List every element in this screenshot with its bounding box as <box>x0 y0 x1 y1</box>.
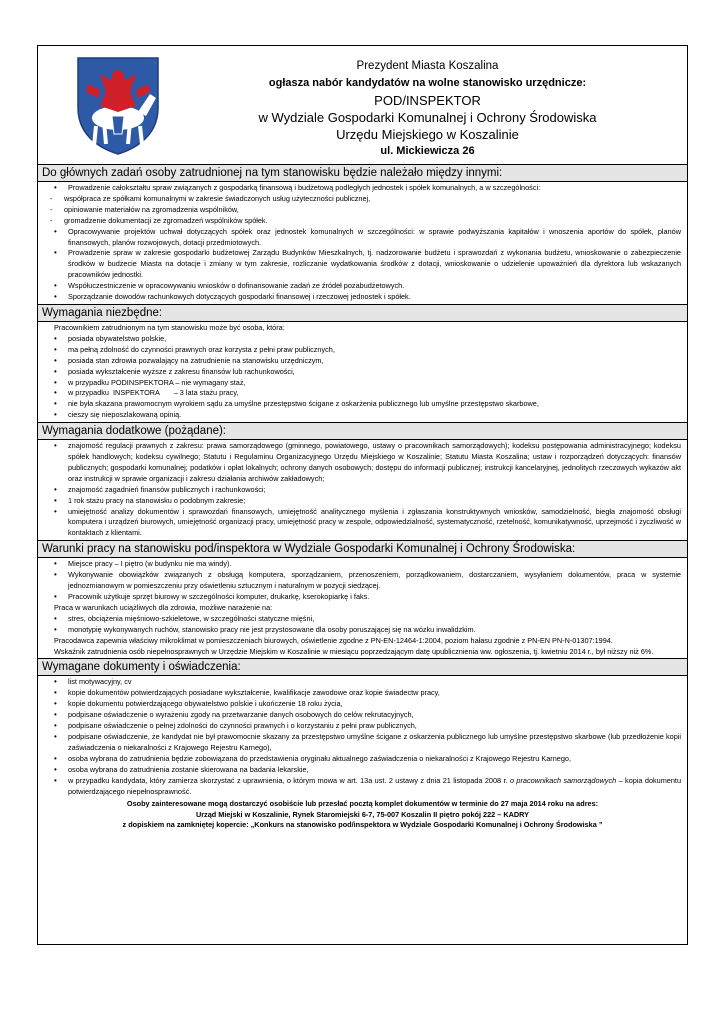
list-item: • podpisane oświadczenie o wyrażeniu zgody na przetwarzanie danych osobowych do celów rekrutacyjnych, <box>68 710 681 721</box>
conditions-paragraph: Praca w warunkach uciążliwych dla zdrowia, możliwe narażenie na: <box>54 602 273 612</box>
list-item: • Wykonywanie obowiązków związanych z obsługą komputera, sporządzaniem, przenoszeniem, porządkowaniem, dostarczaniem, wysyłaniem dokumentów, praca w systemie jednozmianowym w pomieszczeniu przy oświetleniu sztucznym i naturalnym w pozycji siedzącej. <box>68 570 681 592</box>
closing-deadline: Osoby zainteresowane mogą dostarczyć osobiście lub przesłać pocztą komplet dokumentów w terminie do 27 maja 2014 roku na adres: <box>126 799 599 809</box>
list-item: • ma pełną zdolność do czynności prawnych oraz korzysta z pełni praw publicznych, <box>68 345 681 356</box>
list-item: - współpraca ze spółkami komunalnymi w zakresie świadczonych usług użyteczności publicznej, <box>64 194 681 205</box>
announcement-header <box>38 46 687 165</box>
conditions-paragraph: Pracodawca zapewnia właściwy mikroklimat w pomieszczeniach biurowych, oświetlenie zgodne z PN-EN-12464-1:2004, poziom hałasu zgodnie z PN-EN PN-N-01307:1994. <box>54 635 613 645</box>
list-item: • kopie dokumentów potwierdzających posiadane wykształcenie, kwalifikacje zawodowe oraz kopie świadectw pracy, <box>68 688 681 699</box>
list-item: • cieszy się nieposzlakowaną opinią. <box>68 410 681 421</box>
section-documents <box>38 676 687 832</box>
list-item: • osoba wybrana do zatrudnienia będzie zobowiązana do przedstawienia oryginału aktualnego zaświadczenia o niekaralności z Krajowego Rejestru Karnego, <box>68 754 681 765</box>
section-title-additional: Wymagania dodatkowe (pożądane): <box>38 422 687 440</box>
list-item: • podpisane oświadczenie, że kandydat nie był prawomocnie skazany za przestępstwo umyślne ścigane z oskarżenia publicznego lub umyślne przestępstwo skarbowe (lub przedłożenie kopii zaświadczenia o niekaralności z Krajowego Rejestru Karnego), <box>68 732 681 754</box>
list-item: • w przypadku PODINSPEKTORA – nie wymagany staż, <box>68 378 681 389</box>
list-item: • kopie dokumentu potwierdzającego obywatelstwo polskie i ukończenie 18 roku życia, <box>68 699 681 710</box>
list-item: • umiejętność analizy dokumentów i sprawozdań finansowych, umiejętność analitycznego myślenia i zgłaszania konstruktywnych wniosków, samodzielność, biegła znajomość obsługi komputera i urządzeń biurowych, umiejętność organizacji pracy, umiejętność pracy w zespole, odpowiedzialność, systematyczność, rzetelność, komunikatywność, uprzejmość i życzliwość w kontaktach z klientami. <box>68 507 681 540</box>
announcement-frame <box>37 45 688 945</box>
header-position: POD/INSPEKTOR <box>374 93 481 108</box>
section-conditions <box>38 558 687 659</box>
list-item: • Opracowywanie projektów uchwał dotyczących spółek oraz jednostek komunalnych w szczególności: w sprawie podwyższania kapitałów i wnoszenia aportów do spółek, planów finansowych, planów rozwojowych, dotacji przedmiotowych. <box>68 227 681 249</box>
list-item: • posiada stan zdrowia pozwalający na zatrudnienie na stanowisku urzędniczym, <box>68 356 681 367</box>
list-item: • Prowadzenie spraw w zakresie gospodarki budżetowej Zarządu Budynków Mieszkalnych, tj. nadzorowanie budżetu i sprawozdań z wykonania budżetu, wnioskowanie o zabezpieczenie środków w budżecie Miasta na dotacje i zmiany w tym zakresie, rozliczanie wydatkowania środków z dotacji, wnioskowanie o udzielenie upoważnień dla dyrektora lub wskazanych pracowników jednostki. <box>68 248 681 281</box>
section-requirements <box>38 322 687 423</box>
header-office: Urzędu Miejskiego w Koszalinie <box>336 127 519 142</box>
section-additional <box>38 440 687 541</box>
requirements-intro: Pracownikiem zatrudnionym na tym stanowisku może być osoba, która: <box>54 322 285 332</box>
list-item: • podpisane oświadczenie o pełnej zdolności do czynności prawnych i o korzystaniu z pełni praw publicznych, <box>68 721 681 732</box>
list-item: - opiniowanie materiałów na zgromadzenia wspólników, <box>64 205 681 216</box>
list-item: • znajomość regulacji prawnych z zakresu: prawa samorządowego (gminnego, powiatowego, ustawy o pracownikach samorządowych); kodeksu postępowania administracyjnego; kodeksu spółek handlowych; kodeksu cywilnego; Statutu i Regulaminu Organizacyjnego Urzędu Miejskiego w Koszalinie; Statutu Miasta Koszalina; ustaw i rozporządzeń dotyczących: finansów publicznych; gospodarki komunalnej; podatków i opłat lokalnych; ochrony danych osobowych; dostępu do informacji publicznej; instrukcji kancelaryjnej, jednolitych rzeczowych wykazów akt oraz instrukcji w sprawie organizacji i zakresu działania archiwów zakładowych; <box>68 441 681 485</box>
header-department: w Wydziale Gospodarki Komunalnej i Ochrony Środowiska <box>258 110 597 125</box>
list-item: • posiada wykształcenie wyższe z zakresu finansów lub rachunkowości, <box>68 367 681 378</box>
list-item-text: – kopia dokumentu potwierdzającego niepełnosprawność. <box>68 775 682 796</box>
list-item: • osoba wybrana do zatrudnienia zostanie skierowana na badania lekarskie, <box>68 765 681 776</box>
list-item: • w przypadku INSPEKTORA – 3 lata stażu pracy, <box>68 388 681 399</box>
section-title-duties: Do głównych zadań osoby zatrudnionej na tym stanowisku będzie należało między innymi: <box>38 164 687 182</box>
section-title-conditions: Warunki pracy na stanowisku pod/inspektora w Wydziale Gospodarki Komunalnej i Ochrony Środowiska: <box>38 540 687 558</box>
list-item: • list motywacyjny, cv <box>68 677 681 688</box>
section-duties <box>38 182 687 305</box>
closing-address: Urząd Miejski w Koszalinie, Rynek Staromiejski 6-7, 75-007 Koszalin II piętro pokój 222 – KADRY <box>195 809 530 819</box>
list-item: • posiada obywatelstwo polskie, <box>68 334 681 345</box>
list-item: • nie była skazana prawomocnym wyrokiem sądu za umyślne przestępstwo ścigane z oskarżenia publicznego lub umyślne przestępstwo skarbowe, <box>68 399 681 410</box>
koszalin-coat-of-arms-icon <box>76 56 160 156</box>
law-title: o pracownikach samorządowych <box>509 775 617 785</box>
list-item <box>68 776 681 798</box>
closing-notice <box>44 797 681 831</box>
list-item: - gromadzenie dokumentacji ze zgromadzeń wspólników spółek. <box>64 216 681 227</box>
section-title-documents: Wymagane dokumenty i oświadczenia: <box>38 658 687 676</box>
list-item: • monotypię wykonywanych ruchów, stanowisko pracy nie jest przystosowane dla osoby poruszającej się na wózku inwalidzkim. <box>68 625 681 636</box>
list-item: • znajomość zagadnień finansów publicznych i rachunkowości; <box>68 485 681 496</box>
list-item: • Sporządzanie dowodów rachunkowych dotyczących gospodarki finansowej i rzeczowej jednostek i spółek. <box>68 292 681 303</box>
list-item: • Pracownik użytkuje sprzęt biurowy w szczególności komputer, drukarkę, kserokopiarkę i faks. <box>68 592 681 603</box>
section-title-requirements: Wymagania niezbędne: <box>38 304 687 322</box>
header-text <box>188 58 667 160</box>
closing-envelope-note: z dopiskiem na zamkniętej kopercie: „Konkurs na stanowisko pod/inspektora w Wydziale Gospodarki Komunalnej i Ochrony Środowiska ” <box>122 820 603 830</box>
list-item: • 1 rok stażu pracy na stanowisku o podobnym zakresie; <box>68 496 681 507</box>
header-address: ul. Mickiewicza 26 <box>380 145 475 157</box>
list-item: • Prowadzenie całokształtu spraw związanych z gospodarką finansową i budżetową podległych jednostek i spółek komunalnych, a w szczególności: <box>68 183 681 194</box>
conditions-paragraph: Wskaźnik zatrudnienia osób niepełnosprawnych w Urzędzie Miejskim w Koszalinie w miesiącu poprzedzającym datę upublicznienia ww. ogłoszenia, tj. kwietniu 2014 r., był niższy niż 6%. <box>54 646 654 656</box>
header-announcement: ogłasza nabór kandydatów na wolne stanowisko urzędnicze: <box>268 77 587 89</box>
list-item: • stres, obciążenia mięśniowo-szkieletowe, w szczególności statyczne mięśni, <box>68 614 681 625</box>
list-item: • Współuczestniczenie w opracowywaniu wniosków o dofinansowanie zadań ze źródeł pozabudżetowych. <box>68 281 681 292</box>
header-issuer: Prezydent Miasta Koszalina <box>356 60 499 72</box>
list-item: • Miejsce pracy – I piętro (w budynku nie ma windy). <box>68 559 681 570</box>
list-item-text: w przypadku kandydata, który zamierza skorzystać z uprawnienia, o którym mowa w art. 13a ust. 2 ustawy z dnia 21 listopada 2008 r. <box>68 775 510 785</box>
